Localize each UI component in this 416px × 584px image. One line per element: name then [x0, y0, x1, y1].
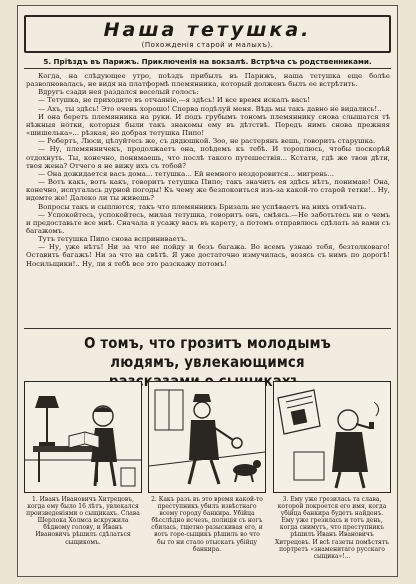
headline-line: О томъ, что грозитъ молодымъ людямъ, увлекающимся: [84, 334, 331, 371]
title-box: [24, 15, 391, 53]
panel-caption-3: 3. Ему уже грезилась та слава, которой покроется его имя, когда убійца банкира будетъ найденъ. Ему уже грезилась и тотъ день, когда снимутъ, что преступникъ рѣшилъ Иванъ Ивановичъ Хитрецовъ. И всѣ газеты помѣстятъ портретъ «знаменитаго русскаго сыщика»!...: [275, 496, 389, 560]
story-paragraph: — Ну, уже нѣтъ! Ни за что не пойду и безъ багажа. Во всемъ узнаю тебя, безтолковаго! Оставить багажъ! Ни за что на свѣтѣ. Я уже достаточно измучилась, возясь съ нимъ по дорогѣ! Носильщики!.. Ну, ли я тебѣ все это разскажу потомъ!: [26, 243, 390, 268]
chapter-heading: 5. Пріѣздъ въ Парижъ. Приключенія на вокзалѣ. Встрѣча съ родственниками.: [43, 57, 372, 66]
panel-caption-2: 2. Какъ разъ въ это время какой-то преступникъ убилъ извѣстнаго всему городу банкира. Убійца бѣсслѣдно исчезъ, полиція съ ногъ сбилась, тщетно разыскивая его, и вотъ горе-сыщикъ рѣшилъ во что бы то ни стало отыскать убійцу банкира.: [151, 496, 263, 553]
caption-row: [24, 496, 391, 576]
story-paragraph: — Робертъ, Люси, цѣлуйтесь же, съ дядюшкой. Зоо, не растерянъ вешь, говорить старушка.: [38, 137, 376, 146]
comic-panel-2: [148, 381, 266, 493]
panel-illustration: [274, 382, 390, 492]
story-paragraph: — Тетушка, не приходите въ отчаяніе,—я здѣсь! И все время искалъ васъ!: [38, 96, 311, 105]
comic-panel-3: [273, 381, 391, 493]
story-text: [26, 72, 390, 268]
story-paragraph: Вопросы такъ и сыплются, такъ что племянникъ Бризаль не успѣваетъ на нихъ отвѣчать.: [38, 202, 367, 211]
divider: [24, 328, 391, 329]
page-frame: [17, 5, 398, 577]
story-paragraph: Вдругъ сзади нея раздался веселый голосъ:: [38, 88, 199, 97]
divider: [24, 68, 391, 69]
story-paragraph: — Ну, племянничекъ, продолжаетъ она, поѣдемъ къ тебѣ. И тороплюсь, чтобы поскорѣй отдохнуть. Ты, конечно, понимаешь, что послѣ такого путешествія... Кстати, гдѣ же твои дѣти, твоя жена? Отчего я не вижу ихъ съ тобой?: [26, 145, 390, 170]
story-paragraph: — Успокойтесь, успокойтесь, милая тетушка, говоритъ онъ, смѣясь.—Не заботьтесь ни о чемъ и предоставьте все мнѣ. Сначала я усажу васъ въ карету, а потомъ отправлюсь сдѣлать за вами съ багажомъ.: [26, 210, 390, 235]
story-paragraph: Когда, на слѣдующее утро, поѣздъ прибылъ въ Парижъ, наша тетушка еще болѣе разволновалась, не видя на платформѣ племянника, который долженъ былъ ее встрѣтить.: [26, 72, 390, 89]
page-title: Наша тетушка.: [103, 19, 312, 41]
panel-illustration: [149, 382, 265, 492]
panel-caption-1: 1. Иванъ Ивановичъ Хитрецовъ, когда ему было 16 лѣтъ, увлекался произведеніями о сыщикахъ. Слава Шерлока Холмса вскружила бѣдному голову, и Иванъ Ивановичъ рѣшилъ сдѣлаться сыщикомъ.: [26, 496, 140, 546]
comic-panel-1: [24, 381, 142, 493]
story-paragraph: Тутъ тетушка Пипо снова всприниваетъ.: [38, 235, 188, 244]
comic-strip: [24, 381, 391, 493]
page-subtitle: (Похожденія старой и малыхъ).: [141, 41, 274, 49]
story-paragraph: — Она дожидается васъ дома... тетушка... Ей немного нездоровится... мигрень...: [38, 169, 335, 178]
story-paragraph: — Ахъ, ты здѣсь! Это очень хорошо! Сперва подѣлуй меня. Вѣдь мы такъ давно не видались!..: [38, 104, 382, 113]
story-paragraph: И она беретъ племянника на руки. И подъ грубымъ тономъ племяннику снова слышатся тѣ нѣжныя нотки, которыя были такъ знакомы ему въ дѣтствѣ. Передъ нимъ снова прежняя «шишелька»... рѣзкая, но добрая тетушка Пипо!: [26, 112, 390, 138]
panel-illustration: [25, 382, 141, 492]
story-paragraph: — Вотъ какъ, вотъ какъ, говоритъ тетушка Пипо; такъ значитъ ея здѣсь нѣтъ, понимаю! Она, конечно, испугалась дурной погоды! Къ чему же безпокоиться изъ-за какой-то старой тетки!.. Ну, идемте же! Далеко ли ты живешь?: [26, 178, 390, 203]
